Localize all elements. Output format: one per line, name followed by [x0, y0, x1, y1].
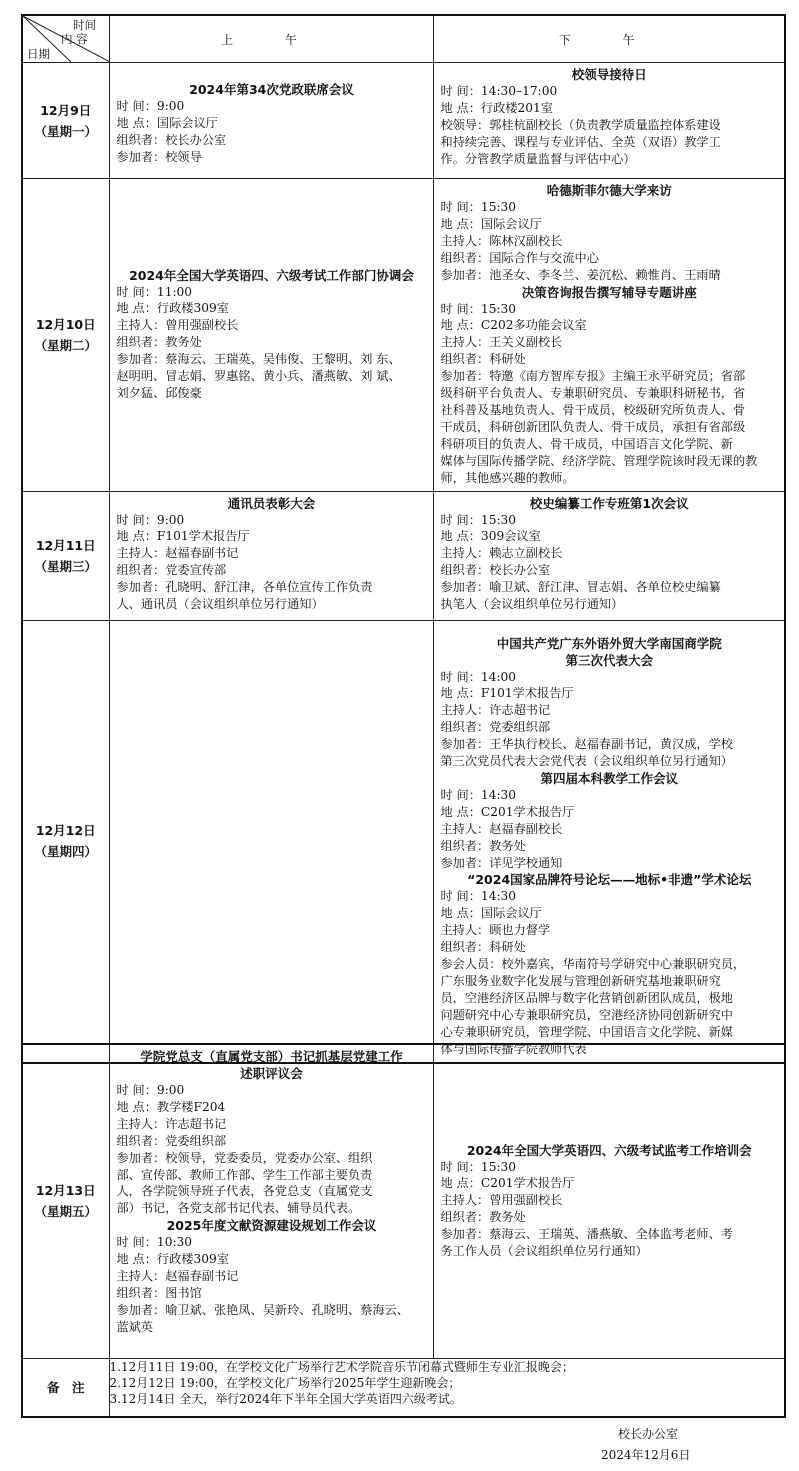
meeting-detail-line: 地 点：国际会议厅 — [116, 115, 218, 130]
meeting-detail-line: 主持人：赖志立副校长 — [440, 546, 563, 561]
meeting-detail-line: 主持人：许志超书记 — [116, 1116, 227, 1131]
meeting-title-cont: 第三次代表大会 — [565, 652, 653, 668]
meeting-detail-line: 干成员，科研创新团队负责人、骨干成员，承担有省部级 — [440, 419, 746, 434]
meeting-detail-line: 蓝斌英 — [116, 1319, 154, 1334]
header-row — [22, 15, 785, 63]
meeting-detail-line: 组织者：党委组织部 — [116, 1133, 227, 1148]
meeting-detail-line: 级科研平台负责人、专兼职研究员、专兼职科研秘书，省 — [440, 386, 746, 401]
meeting-detail-line: 参加者：池圣女、李冬兰、姜沉松、赖惟肖、王雨晴 — [440, 267, 721, 282]
cell-content — [110, 492, 433, 617]
meeting-detail-line: 地 点：C202多功能会议室 — [440, 318, 587, 333]
meeting-detail-line: 主持人：赵福春副书记 — [116, 1269, 239, 1284]
cell-content — [434, 621, 785, 1062]
meeting-block — [441, 871, 779, 1057]
meeting-detail-line: 时 间：9:00 — [116, 512, 185, 527]
afternoon-cell — [433, 63, 785, 179]
day-date: 12月12日 — [35, 823, 96, 839]
meeting-detail-line: 参加者：蔡海云、王瑞英、潘燕敏、全体监考老师、考 — [440, 1227, 733, 1242]
meeting-title: “2024国家品牌符号论坛——地标•非遗”学术论坛 — [467, 872, 752, 888]
meeting-detail-line: 组织者：科研处 — [440, 940, 526, 955]
meeting-detail-line: 组织者：教务处 — [440, 838, 526, 853]
meeting-block — [117, 495, 427, 613]
note-item: 3.12月14日 全天，举行2024年下半年全国大学英语四六级考试。 — [109, 1391, 462, 1406]
meeting-detail-line: 参加者：喻卫斌、舒江津、冒志娟、各单位校史编纂 — [440, 580, 721, 595]
diagonal-header-cell — [22, 15, 109, 63]
meeting-detail-line: 师，其他感兴趣的教师。 — [440, 470, 575, 485]
day-row — [22, 1044, 785, 1358]
meeting-detail-line: 主持人：曾用强副校长 — [440, 1193, 563, 1208]
day-date: 12月11日 — [35, 537, 96, 553]
meeting-detail-line: 部、宣传部、教师工作部、学生工作部主要负责 — [116, 1167, 373, 1182]
cell-content — [434, 63, 785, 172]
day-date: 12月10日 — [35, 316, 96, 332]
meeting-detail-line: 参加者：详见学校通知 — [440, 855, 563, 870]
meeting-detail-line: 组织者：国际合作与交流中心 — [440, 250, 599, 265]
meeting-detail-line: 问题研究中心专兼职研究员，空港经济协同创新研究中 — [440, 1007, 733, 1022]
meeting-detail-line: 刘夕猛、邱俊豪 — [116, 386, 202, 401]
afternoon-cell — [433, 1044, 785, 1358]
note-item: 1.12月11日 19:00，在学校文化广场举行艺术学院音乐节闭幕式暨师生专业汇报晚会； — [109, 1359, 574, 1374]
morning-header: 上 午 — [109, 15, 433, 63]
meeting-detail-line: 主持人：顾也力督学 — [440, 923, 551, 938]
meeting-title: 2025年度文献资源建设规划工作会议 — [166, 1218, 377, 1234]
meeting-title: 校领导接待日 — [571, 67, 647, 82]
meeting-title: 2024年全国大学英语四、六级考试监考工作培训会 — [466, 1142, 752, 1158]
diag-label-time: 时间 — [73, 18, 96, 32]
issuing-office: 校长办公室 — [618, 1427, 679, 1441]
meeting-detail-line: 主持人：赵福春副校长 — [440, 821, 563, 836]
meeting-detail-line: 组织者：科研处 — [440, 352, 526, 367]
meeting-detail-line: 参加者：王华执行校长、赵福春副书记，黄汉成，学校 — [440, 737, 733, 752]
meeting-detail-line: 地 点：行政楼309室 — [116, 301, 229, 316]
note-item: 2.12月12日 19:00，在学校文化广场举行2025年学生迎新晚会； — [109, 1375, 461, 1390]
day-date: 12月9日 — [40, 102, 92, 118]
meeting-block — [441, 495, 779, 613]
morning-cell — [109, 179, 433, 492]
meeting-block — [441, 284, 779, 487]
cell-content — [434, 179, 785, 491]
schedule-table-continued — [21, 1043, 786, 1418]
meeting-title: 校史编纂工作专班第1次会议 — [529, 495, 689, 511]
meeting-detail-line: 地 点：国际会议厅 — [440, 906, 542, 921]
afternoon-cell — [433, 179, 785, 492]
diag-label-content: 内 容 — [61, 32, 88, 46]
meeting-detail-line: 主持人：王关义副校长 — [440, 335, 563, 350]
meeting-title: 2024年第34次党政联席会议 — [189, 82, 354, 97]
day-weekday: （星期三） — [34, 558, 97, 574]
day-row — [22, 620, 785, 1063]
meeting-block — [117, 1217, 427, 1335]
cell-content — [110, 63, 433, 170]
meeting-detail-line: 组织者：教务处 — [116, 335, 202, 350]
day-cell — [22, 1044, 109, 1358]
meeting-detail-line: 组织者：校长办公室 — [116, 132, 227, 147]
meeting-detail-line: 参加者：孔晓明、舒江津，各单位宣传工作负责 — [116, 580, 373, 595]
meeting-detail-line: 时 间：14:00 — [440, 669, 517, 684]
meeting-detail-line: 组织者：教务处 — [440, 1210, 526, 1225]
meeting-detail-line: 主持人：赵福春副书记 — [116, 546, 239, 561]
meeting-detail-line: 时 间：10:30 — [116, 1235, 193, 1250]
meeting-detail-line: 时 间：9:00 — [116, 1083, 185, 1097]
issue-date: 2024年12月6日 — [601, 1448, 691, 1462]
meeting-detail-line: 时 间：15:30 — [440, 512, 517, 527]
day-cell — [22, 491, 109, 620]
meeting-detail-line: 组织者：党委组织部 — [440, 720, 551, 735]
meeting-block — [117, 81, 427, 166]
meeting-title: 决策咨询报告撰写辅导专题讲座 — [521, 284, 697, 300]
meeting-detail-line: 时 间：9:00 — [116, 99, 185, 113]
meeting-title-cont: 述职评议会 — [240, 1066, 303, 1081]
meeting-detail-line: 广东服务业数字化发展与管理创新研究基地兼职研究 — [440, 974, 721, 988]
meeting-detail-line: 媒体与国际传播学院、经济学院、管理学院该时段无课的教 — [440, 453, 758, 468]
notes-label: 备 注 — [22, 1358, 109, 1417]
meeting-detail-line: 作。分管教学质量监督与评估中心） — [440, 151, 636, 166]
day-cell — [22, 63, 109, 179]
meeting-detail-line: 科研项目的负责人、骨干成员，中国语言文化学院、新 — [440, 436, 733, 451]
meeting-block — [441, 182, 779, 284]
meeting-detail-line: 地 点：309会议室 — [440, 529, 541, 544]
notes-row — [22, 1358, 785, 1417]
cell-content — [434, 492, 785, 617]
meeting-detail-line: 员，空港经济区品牌与数字化营销创新团队成员，极地 — [440, 990, 733, 1005]
meeting-detail-line: 参加者：蔡海云、王瑞英、吴伟俊、王黎明、刘 东、 — [116, 352, 401, 367]
meeting-detail-line: 参会人员：校外嘉宾，华南符号学研究中心兼职研究员， — [440, 957, 746, 972]
meeting-detail-line: 部）书记，各党支部书记代表、辅导员代表。 — [116, 1201, 361, 1216]
day-row — [22, 179, 785, 492]
meeting-detail-line: 参加者：校领导，党委委员，党委办公室、组织 — [116, 1150, 373, 1165]
diag-label-date: 日期 — [27, 47, 50, 61]
meeting-detail-line: 时 间：11:00 — [116, 284, 193, 299]
morning-cell — [109, 491, 433, 620]
meeting-detail-line: 主持人：曾用强副校长 — [116, 318, 239, 333]
meeting-detail-line: 体与国际传播学院教师代表 — [440, 1041, 587, 1056]
meeting-detail-line: 参加者：喻卫斌、张艳凤、吴新玲、孔晓明、蔡海云、 — [116, 1302, 409, 1317]
meeting-detail-line: 地 点：F101学术报告厅 — [440, 686, 574, 701]
meeting-detail-line: 时 间：14:30 — [440, 889, 517, 904]
meeting-detail-line: 地 点：国际会议厅 — [440, 216, 542, 231]
meeting-title: 学院党总支（直属党支部）书记抓基层党建工作 — [140, 1049, 403, 1064]
meeting-detail-line: 人、通讯员（会议组织单位另行通知） — [116, 597, 324, 612]
day-cell — [22, 620, 109, 1063]
meeting-block — [441, 770, 779, 872]
cell-content — [434, 1139, 785, 1264]
meeting-detail-line: 主持人：许志超书记 — [440, 703, 551, 718]
meeting-detail-line: 时 间：15:30 — [440, 301, 517, 316]
meeting-detail-line: 地 点：行政楼309室 — [116, 1252, 229, 1267]
meeting-detail-line: 赵明明、冒志娟、罗惠铭、黄小兵、潘燕敏、刘 斌、 — [116, 369, 401, 384]
meeting-detail-line: 地 点：F101学术报告厅 — [116, 529, 250, 544]
morning-cell — [109, 620, 433, 1063]
meeting-title: 中国共产党广东外语外贸大学南国商学院 — [496, 635, 722, 651]
meeting-detail-line: 务工作人员（会议组织单位另行通知） — [440, 1244, 648, 1259]
meeting-title: 第四届本科教学工作会议 — [540, 770, 678, 786]
cell-content — [110, 1045, 433, 1340]
day-weekday: （星期二） — [34, 337, 97, 353]
cell-content — [110, 621, 433, 628]
meeting-title: 通讯员表彰大会 — [227, 495, 316, 511]
day-row — [22, 63, 785, 179]
meeting-detail-line: 组织者：党委宣传部 — [116, 563, 227, 578]
meeting-detail-line: 人，各学院领导班子代表，各党总支（直属党支 — [116, 1184, 373, 1199]
afternoon-cell — [433, 491, 785, 620]
meeting-detail-line: 心专兼职研究员，管理学院、中国语言文化学院、新媒 — [440, 1024, 733, 1039]
meeting-detail-line: 组织者：校长办公室 — [440, 563, 551, 578]
meeting-title: 哈德斯菲尔德大学来访 — [546, 183, 672, 198]
notes-cell — [109, 1358, 785, 1417]
meeting-detail-line: 时 间：14:30–17:00 — [440, 84, 558, 98]
meeting-detail-line: 执笔人（会议组织单位另行通知） — [440, 597, 624, 612]
day-cell — [22, 179, 109, 492]
meeting-detail-line: 时 间：15:30 — [440, 200, 517, 214]
day-weekday: （星期五） — [34, 1204, 97, 1220]
meeting-detail-line: 校领导：郭桂杭副校长（负责教学质量监控体系建设 — [440, 117, 721, 132]
meeting-detail-line: 社科普及基地负责人、骨干成员，校级研究所负责人、骨 — [440, 402, 746, 417]
meeting-block — [441, 66, 779, 168]
meeting-detail-line: 地 点：C201学术报告厅 — [440, 804, 575, 819]
afternoon-header: 下 午 — [433, 15, 785, 63]
meeting-detail-line: 组织者：图书馆 — [116, 1285, 202, 1300]
cell-content — [110, 264, 433, 406]
meeting-detail-line: 第三次党员代表大会党代表（会议组织单位另行通知） — [440, 754, 733, 769]
meeting-detail-line: 和持续完善、课程与专业评估、全英（双语）教学工 — [440, 134, 721, 149]
meeting-detail-line: 时 间：14:30 — [440, 787, 517, 802]
meeting-block — [441, 635, 779, 770]
meeting-detail-line: 地 点：C201学术报告厅 — [440, 1176, 575, 1191]
meeting-detail-line: 地 点：教学楼F204 — [116, 1099, 226, 1114]
meeting-title: 2024年全国大学英语四、六级考试工作部门协调会 — [129, 267, 414, 283]
day-weekday: （星期四） — [34, 844, 97, 860]
meeting-block — [117, 1048, 427, 1217]
morning-cell — [109, 1044, 433, 1358]
meeting-detail-line: 参加者：校领导 — [116, 149, 202, 164]
meeting-detail-line: 主持人：陈林汉副校长 — [440, 233, 563, 248]
morning-cell — [109, 63, 433, 179]
day-row — [22, 491, 785, 620]
schedule-table — [21, 14, 786, 1064]
meeting-detail-line: 时 间：15:30 — [440, 1159, 517, 1174]
day-date: 12月13日 — [35, 1183, 96, 1199]
meeting-detail-line: 地 点：行政楼201室 — [440, 100, 553, 115]
meeting-block — [441, 1142, 779, 1260]
meeting-block — [117, 267, 427, 402]
day-weekday: （星期一） — [34, 123, 97, 139]
afternoon-cell — [433, 620, 785, 1063]
meeting-detail-line: 参加者：特邀《南方智库专报》主编王永平研究员；省部 — [440, 369, 746, 384]
